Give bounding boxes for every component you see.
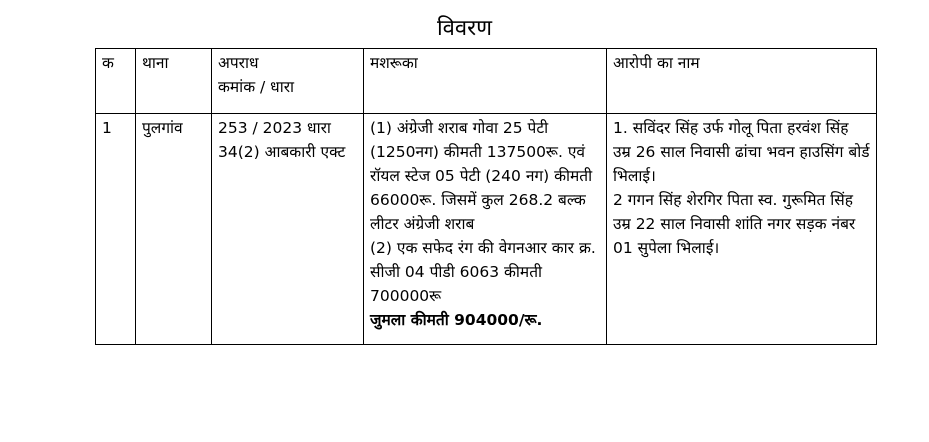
accused-1: 1. सविंदर सिंह उर्फ गोलू पिता हरवंश सिंह उम्र 26 साल निवासी ढांचा भवन हाउसिंग बोर्ड भिलाई। xyxy=(613,119,870,185)
seized-item-1: (1) अंग्रेजी शराब गोवा 25 पेटी (1250नग) कीमती 137500रू. एवं रॉयल स्टेज 05 पेटी (240 नग) कीमती 66000रू. जिसमें कुल 268.2 बल्क लीटर अंग्रेजी शराब xyxy=(370,119,593,233)
header-case xyxy=(212,49,364,114)
header-case-line1: अपराध xyxy=(218,54,259,72)
cell-serial: 1 xyxy=(96,114,136,345)
seized-item-2: (2) एक सफेद रंग की वेगनआर कार क्र. सीजी 04 पीडी 6063 कीमती 700000रू xyxy=(370,239,596,305)
cell-seized xyxy=(364,114,607,345)
details-table xyxy=(95,48,877,345)
header-row xyxy=(96,49,877,114)
header-seized: मशरूका xyxy=(364,49,607,114)
document-title: विवरण xyxy=(436,16,493,41)
seized-total: जुमला कीमती 904000/रू. xyxy=(370,311,543,329)
header-station: थाना xyxy=(136,49,212,114)
cell-case: 253 / 2023 धारा 34(2) आबकारी एक्ट xyxy=(212,114,364,345)
cell-accused xyxy=(607,114,877,345)
accused-2: 2 गगन सिंह शेरगिर पिता स्व. गुरूमित सिंह उम्र 22 साल निवासी शांति नगर सड़क नंबर 01 सुपेला भिलाई। xyxy=(613,191,856,257)
header-case-line2: कमांक / धारा xyxy=(218,78,295,96)
header-serial: क xyxy=(96,49,136,114)
cell-station: पुलगांव xyxy=(136,114,212,345)
table-row xyxy=(96,114,877,345)
header-accused: आरोपी का नाम xyxy=(607,49,877,114)
